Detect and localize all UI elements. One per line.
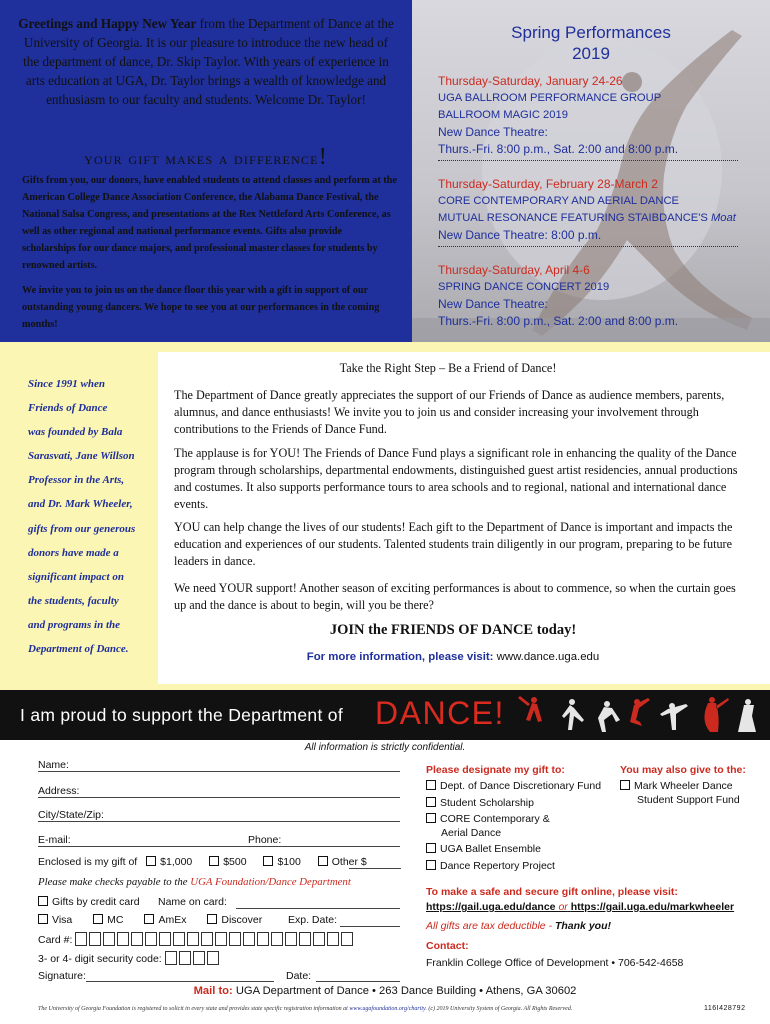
amount-other-checkbox[interactable]: Other $ <box>318 856 367 868</box>
performance-event <box>438 73 758 161</box>
designate-option[interactable]: CORE Contemporary & <box>426 813 616 827</box>
more-info: For more information, please visit: www.dance.uga.edu <box>306 651 600 663</box>
mc-checkbox[interactable]: MC <box>93 914 123 926</box>
event-times: Thurs.-Fri. 8:00 p.m., Sat. 2:00 and 8:00 p.m. <box>438 314 679 328</box>
event-name: CORE CONTEMPORARY AND AERIAL DANCE <box>438 195 679 207</box>
event-venue: New Dance Theatre: <box>438 297 548 311</box>
gift-amount-row: Enclosed is my gift of $1,000 $500 $100 Other $ <box>38 856 367 868</box>
dancer-silhouettes-icon <box>512 692 770 738</box>
amex-checkbox[interactable]: AmEx <box>144 914 186 926</box>
event-date: Thursday-Saturday, January 24-26 <box>438 74 623 88</box>
mail-to-address: Mail to: UGA Department of Dance • 263 Dance Building • Athens, GA 30602 <box>193 985 577 997</box>
online-gift-heading: To make a safe and secure gift online, please visit: <box>426 886 678 898</box>
designate-option[interactable]: Dance Repertory Project <box>426 860 616 874</box>
name-on-card-field[interactable] <box>236 908 400 909</box>
fine-print: The University of Georgia Foundation is registered to solicit in every state and provides state specific registration information at www.ugafoundation.org/charity. (c) 2019 University System of Georgia. All Rights Reserved. <box>38 1006 573 1012</box>
event-name: UGA BALLROOM PERFORMANCE GROUP <box>438 92 662 104</box>
also-give-options <box>620 780 770 807</box>
form-code: 116I428792 <box>704 1005 746 1012</box>
friends-paragraph: We need YOUR support! Another season of exciting performances is about to commence, so when the curtain goes up and the dance is about to begin, will you be there? <box>174 581 736 612</box>
designate-option[interactable]: Dept. of Dance Discretionary Fund <box>426 780 616 794</box>
designate-option[interactable]: Student Scholarship <box>426 797 616 811</box>
gail-dance-link[interactable]: https://gail.uga.edu/dance <box>426 901 556 913</box>
performances-title: Spring Performances 2019 <box>511 23 671 63</box>
gift-paragraph: We invite you to join us on the dance floor this year with a gift in support of our outstanding young dancers. We hope to see you at our performances in the coming months! <box>22 285 380 330</box>
visa-checkbox[interactable]: Visa <box>38 914 72 926</box>
ugafoundation-link[interactable]: www.ugafoundation.org/charity. <box>347 1006 427 1012</box>
name-field[interactable] <box>38 771 400 772</box>
amount-100-checkbox[interactable]: $100 <box>263 856 300 868</box>
designate-option[interactable]: UGA Ballet Ensemble <box>426 843 616 857</box>
performance-event <box>438 176 758 247</box>
signature-field[interactable] <box>86 981 274 982</box>
security-code-field[interactable] <box>165 951 219 965</box>
contact-value: Franklin College Office of Development • 706-542-4658 <box>426 957 684 969</box>
card-number-field[interactable] <box>75 932 353 946</box>
address-field[interactable] <box>38 797 400 798</box>
signature-label: Signature: <box>38 970 86 982</box>
contact-label: Contact: <box>426 940 469 952</box>
dance-website-link[interactable]: www.dance.uga.edu <box>493 651 600 663</box>
designate-options <box>426 780 616 873</box>
card-type-row <box>38 914 262 926</box>
amount-1000-checkbox[interactable]: $1,000 <box>146 856 192 868</box>
join-callout: JOIN the FRIENDS OF DANCE today! <box>329 622 577 638</box>
amount-500-checkbox[interactable]: $500 <box>209 856 246 868</box>
checks-payable-note: Please make checks payable to the UGA Foundation/Dance Department <box>38 876 351 888</box>
other-amount-field[interactable] <box>349 868 401 869</box>
also-give-option[interactable]: Mark Wheeler Dance <box>620 780 770 794</box>
gail-markwheeler-link[interactable]: https://gail.uga.edu/markwheeler <box>570 901 735 913</box>
discover-checkbox[interactable]: Discover <box>207 914 262 926</box>
banner-dance-word: DANCE! <box>375 695 505 731</box>
banner-text: I am proud to support the Department of <box>20 705 343 725</box>
friends-heading: Take the Right Step – Be a Friend of Dance! <box>339 361 557 375</box>
confidential-note: All information is strictly confidential. <box>304 742 466 753</box>
event-date: Thursday-Saturday, April 4-6 <box>438 263 590 277</box>
name-label: Name: <box>38 759 69 771</box>
friends-paragraph: The applause is for YOU! The Friends of Dance Fund plays a significant role in enhancing the quality of the Dance program through scholarships, departmental endowments, distinguished guest artist residencies, annual productions and costumes. It also supports performance tours to area schools and to regional, national and international dance events. <box>174 446 738 511</box>
gift-heading: your gift makes a difference! <box>84 144 328 170</box>
friends-paragraph: YOU can help change the lives of our students! Each gift to the Department of Dance is important and impacts the education and experiences of our students. Talented students train diligently in our program, preparing to be future leaders in dance. <box>174 520 733 568</box>
performance-event <box>438 262 758 330</box>
date-field[interactable] <box>316 981 400 982</box>
dotted-divider <box>438 160 738 161</box>
name-on-card-label: Name on card: <box>158 896 227 908</box>
event-name: BALLROOM MAGIC 2019 <box>438 109 568 121</box>
email-label: E-mail: <box>38 834 71 846</box>
also-give-option-continued: Student Support Fund <box>637 793 740 806</box>
since-1991-sidebar: Since 1991 when Friends of Dance was founded by Bala Sarasvati, Jane Willson Professor in the Arts, and Dr. Mark Wheeler, gifts from our generous donors have made a significant impact on the students, faculty and programs in the Department of Dance. <box>28 378 136 656</box>
card-number-row: Card #: <box>38 932 353 946</box>
email-field[interactable] <box>38 846 400 847</box>
designate-option-continued: Aerial Dance <box>441 826 502 839</box>
event-venue: New Dance Theatre: 8:00 p.m. <box>438 228 602 242</box>
city-field[interactable] <box>38 821 400 822</box>
exp-date-label: Exp. Date: <box>288 914 338 926</box>
greeting-text: Greetings and Happy New Year from the Department of Dance at the University of Georgia. It is our pleasure to introduce the new head of the department of dance, Dr. Skip Taylor. With years of experience in arts education at UGA, Dr. Taylor brings a wealth of knowledge and enthusiasm to our faculty and students. Welcome Dr. Taylor! <box>18 16 394 107</box>
dotted-divider <box>438 246 738 247</box>
phone-label: Phone: <box>248 834 282 846</box>
designate-heading: Please designate my gift to: <box>426 764 565 776</box>
event-times: Thurs.-Fri. 8:00 p.m., Sat. 2:00 and 8:00 p.m. <box>438 142 679 156</box>
also-give-heading: You may also give to the: <box>620 764 746 776</box>
security-code-row: 3- or 4- digit security code: <box>38 951 219 965</box>
credit-card-checkbox[interactable]: Gifts by credit card <box>38 896 140 908</box>
friends-paragraph: The Department of Dance greatly appreciates the support of our Friends of Dance as audience members, parents, alumnus, and dance enthusiasts! We invite you to join us and consider increasing your involvement through contributions to the Friends of Dance Fund. <box>174 388 725 436</box>
event-venue: New Dance Theatre: <box>438 125 548 139</box>
performances-panel <box>412 0 770 342</box>
event-date: Thursday-Saturday, February 28-March 2 <box>438 177 658 191</box>
event-name: MUTUAL RESONANCE FEATURING STAIBDANCE'S Moat <box>438 212 736 224</box>
event-name: SPRING DANCE CONCERT 2019 <box>438 281 610 293</box>
gift-paragraph: Gifts from you, our donors, have enabled students to attend classes and perform at the American College Dance Association Conference, the Alabama Dance Festival, the National Salsa Congress, and presentations at the Rex Nettleford Arts Conference, as well as other regional and national performance events. Gifts also provide scholarships for our dance majors, and professional master classes for students by renowned artists. <box>22 175 397 271</box>
address-label: Address: <box>38 785 80 797</box>
city-label: City/State/Zip: <box>38 809 104 821</box>
exp-date-field[interactable] <box>340 926 400 927</box>
date-label: Date: <box>286 970 312 982</box>
online-gift-links: https://gail.uga.edu/dance or https://gail.uga.edu/markwheeler <box>426 901 735 913</box>
tax-deductible-note: All gifts are tax deductible - Thank you! <box>426 920 611 932</box>
